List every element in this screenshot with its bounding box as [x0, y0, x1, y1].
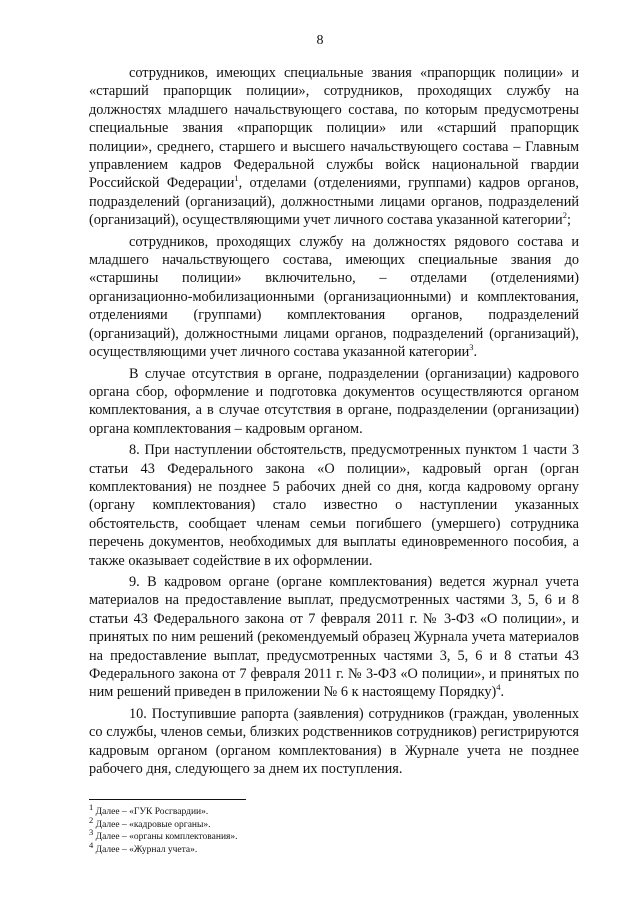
- footnote: [89, 839, 579, 857]
- paragraph-text: ;: [566, 212, 571, 229]
- paragraph-text: В случае отсутствия в органе, подразделении (организации) кадрового органа сбор, оформление и подготовка документов осуществляются органом комплектования, а в случае отсутствия в органе, подразделении (организации) органа комплектования – кадровым органом.: [89, 365, 579, 437]
- footnote-ref: 1: [234, 173, 239, 184]
- footnote-number: 3: [89, 827, 94, 838]
- paragraph: [89, 64, 579, 230]
- footnote-text: Далее – «кадровые органы».: [95, 819, 211, 830]
- footnote-number: 1: [89, 801, 94, 812]
- paragraph-text: сотрудников, имеющих специальные звания «прапорщик полиции» и «старший прапорщик полиции», сотрудников, проходящих службу на должностях младшего начальствующего состава, по которым предусмотрены специальные звания «прапорщик полиции» или «старший прапорщик полиции», среднего, старшего и высшего начальствующего состава – Главным управлением кадров Федеральной службы войск национальной гвардии Российской Федерации: [89, 65, 579, 192]
- document-body: [89, 64, 579, 778]
- paragraph-text: сотрудников, проходящих службу на должностях рядового состава и младшего начальствующего состава, имеющих специальные звания до «старшины полиции» включительно, – отделами (отделениями) организационно-мобилизационными (организационными) и комплектования, отделениями (группами) комплектования органов, подразделений (организаций), должностными лицами органов, подразделений (организаций), осуществляющими учет личного состава указанной категории: [89, 233, 579, 361]
- footnote-text: Далее – «ГУК Росгвардии».: [95, 807, 209, 817]
- paragraph: [89, 441, 579, 570]
- footnote-text: Далее – «органы комплектования».: [95, 832, 238, 843]
- paragraph-text: .: [473, 344, 478, 361]
- footnotes: [89, 801, 579, 856]
- footnote-number: 2: [89, 814, 94, 825]
- paragraph-text: 9. В кадровом органе (органе комплектования) ведется журнал учета материалов на предоставление выплат, предусмотренных частями 3, 5, 6 и 8 статьи 43 Федерального закона от 7 февраля 2011 г. № 3-ФЗ «О полиции», и принятых по ним решений (рекомендуемый образец Журнала учета материалов на предоставление выплат, предусмотренных частями 3, 5, 6 и 8 статьи 43 Федерального закона от 7 февраля 2011 г. № 3-ФЗ «О полиции», и принятых по ним решений приведен в приложении № 6 к настоящему Порядку): [89, 573, 579, 701]
- paragraph-text: , отделами (отделениями, группами) кадров органов, подразделений (организаций), должностными лицами органов, подразделений (организаций), осуществляющими учет личного состава указанной категории: [89, 175, 579, 229]
- footnote-number: 4: [89, 839, 94, 850]
- paragraph: [89, 705, 579, 779]
- footnote-text: Далее – «Журнал учета».: [95, 844, 198, 855]
- footnote-ref: 3: [469, 342, 474, 353]
- page-number: 8: [316, 33, 324, 48]
- paragraph-text: 10. Поступившие рапорта (заявления) сотрудников (граждан, уволенных со службы, членов семьи, близких родственников сотрудников) регистрируются кадровым органом (органом комплектования) в Журнале учета не позднее рабочего дня, следующего за днем их поступления.: [89, 705, 579, 778]
- footnote: [89, 801, 579, 819]
- paragraph-text: 8. При наступлении обстоятельств, предусмотренных пунктом 1 части 3 статьи 43 Федерального закона «О полиции», кадровый орган (орган комплектования) не позднее 5 рабочих дней со дня, когда кадровому органу (органу комплектования) стало известно о наступлении указанных обстоятельств, сообщает членам семьи погибшего (умершего) сотрудника перечень документов, необходимых для выплаты единовременного пособия, а также оказывает содействие в их оформлении.: [89, 442, 579, 569]
- paragraph: [89, 365, 579, 439]
- footnote-ref: 4: [496, 682, 501, 693]
- footnote-separator: [89, 799, 246, 800]
- footnote: [89, 827, 579, 844]
- paragraph-text: .: [500, 684, 505, 701]
- footnote: [89, 814, 579, 832]
- paragraph: [89, 573, 579, 702]
- paragraph: [89, 233, 579, 362]
- footnote-ref: 2: [562, 210, 567, 221]
